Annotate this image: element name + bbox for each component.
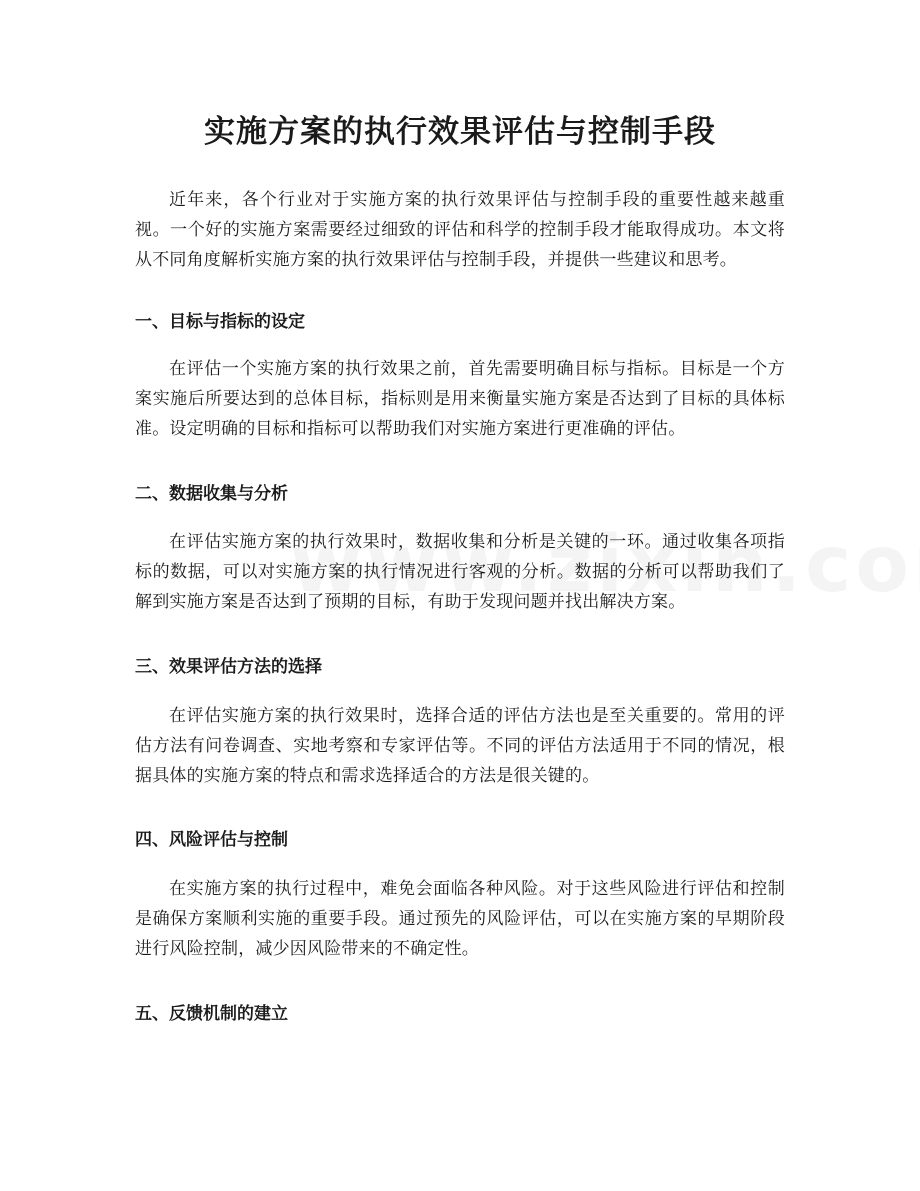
section-heading-5: 五、反馈机制的建立: [135, 1004, 288, 1024]
section-body-2: 在评估实施方案的执行效果时，数据收集和分析是关键的一环。通过收集各项指标的数据，可以对实施方案的执行情况进行客观的分析。数据的分析可以帮助我们了解到实施方案是否达到了预期的目标，有助于发现问题并找出解决方案。: [135, 532, 785, 612]
section-body-4: 在实施方案的执行过程中，难免会面临各种风险。对于这些风险进行评估和控制是确保方案顺利实施的重要手段。通过预先的风险评估，可以在实施方案的早期阶段进行风险控制，减少因风险带来的不确定性。: [135, 879, 785, 959]
intro-paragraph: 近年来，各个行业对于实施方案的执行效果评估与控制手段的重要性越来越重视。一个好的实施方案需要经过细致的评估和科学的控制手段才能取得成功。本文将从不同角度解析实施方案的执行效果评估与控制手段，并提供一些建议和思考。: [135, 190, 785, 270]
section-body-3: 在评估实施方案的执行效果时，选择合适的评估方法也是至关重要的。常用的评估方法有问卷调查、实地考察和专家评估等。不同的评估方法适用于不同的情况，根据具体的实施方案的特点和需求选择适合的方法是很关键的。: [135, 706, 785, 786]
section-heading-4: 四、风险评估与控制: [135, 830, 288, 850]
section-heading-3: 三、效果评估方法的选择: [135, 657, 322, 677]
section-heading-2: 二、数据收集与分析: [135, 484, 288, 504]
document-title: 实施方案的执行效果评估与控制手段: [204, 114, 716, 150]
section-heading-1: 一、目标与指标的设定: [135, 312, 305, 332]
section-body-1: 在评估一个实施方案的执行效果之前，首先需要明确目标与指标。目标是一个方案实施后所要达到的总体目标，指标则是用来衡量实施方案是否达到了目标的具体标准。设定明确的目标和指标可以帮助我们对实施方案进行更准确的评估。: [135, 359, 785, 439]
